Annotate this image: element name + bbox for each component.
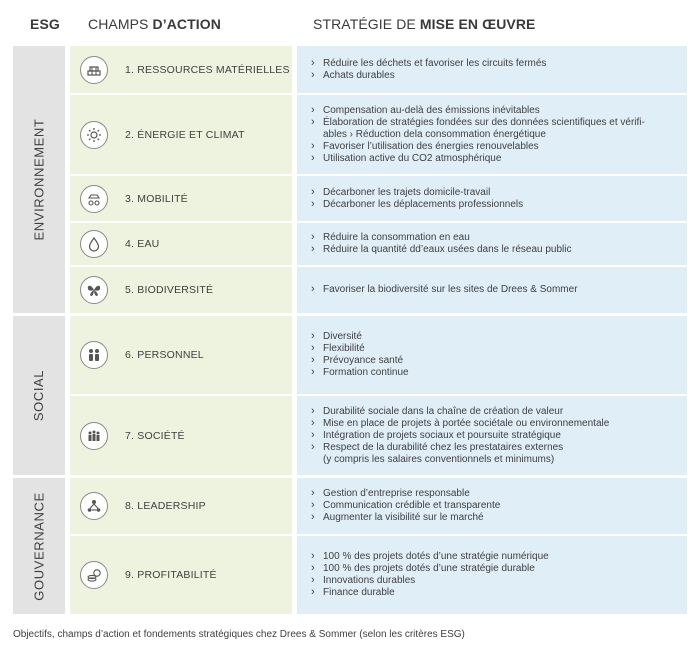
row-items [311, 396, 681, 475]
list-item: (y compris les salaires conventionnels et minimums) [323, 453, 555, 465]
list-item: › Réduire la quantité dd’eaux usées dans le réseau public [311, 244, 681, 256]
list-item: › Réduire la consommation en eau [311, 232, 681, 244]
list-item: › Achats durables [311, 70, 681, 82]
section-social [13, 316, 65, 475]
list-item: › Compensation au-delà des émissions inévitables [311, 105, 681, 117]
row-items [311, 95, 681, 174]
list-item: › Innovations durables [311, 575, 681, 587]
section-environnement [13, 46, 65, 313]
list-item: › Décarboner les déplacements professionnels [311, 199, 681, 211]
list-item: › Gestion d’entreprise responsable [311, 488, 681, 500]
row-label-text: 5. BIODIVERSITÉ [125, 284, 214, 296]
row-mobilite [80, 176, 290, 221]
header-strategie [313, 16, 536, 32]
row-label-text: 9. PROFITABILITÉ [125, 569, 217, 581]
list-item: › Favoriser la biodiversité sur les sites de Drees & Sommer [311, 284, 681, 296]
society-icon [80, 422, 108, 450]
list-item: › Favoriser l’utilisation des énergies renouvelables [311, 141, 681, 153]
list-item: › 100 % des projets dotés d’une stratégie numérique [311, 551, 681, 563]
butterfly-icon [80, 276, 108, 304]
row-items [311, 176, 681, 221]
water-drop-icon [80, 230, 108, 258]
list-item: › Élaboration de stratégies fondées sur des données scientifiques et vérifi- [311, 117, 681, 129]
mobility-icon [80, 185, 108, 213]
list-item: › Prévoyance santé [311, 355, 681, 367]
header-champs-plain: CHAMPS [88, 16, 153, 32]
list-item: › 100 % des projets dotés d’une stratégie durable [311, 563, 681, 575]
list-item: › Finance durable [311, 587, 681, 599]
coins-icon [80, 561, 108, 589]
row-items [311, 267, 681, 313]
list-item: › Augmenter la visibilité sur le marché [311, 512, 681, 524]
row-label-text: 1. RESSOURCES MATÉRIELLES [125, 63, 290, 76]
section-gouvernance-label: GOUVERNANCE [31, 491, 47, 601]
people-icon [80, 341, 108, 369]
row-biodiversite [80, 267, 290, 313]
row-ressources-materielles [80, 46, 290, 93]
list-item: › Respect de la durabilité chez les prestataires externes [311, 442, 681, 454]
list-item: › Réduire les déchets et favoriser les circuits fermés [311, 58, 681, 70]
header-strat-bold: MISE EN ŒUVRE [419, 16, 536, 32]
row-societe [80, 396, 290, 475]
row-profitabilite [80, 536, 290, 614]
list-item: ables › Réduction dela consommation énergétique [323, 128, 546, 140]
row-items [311, 316, 681, 394]
figure-caption: Objectifs, champs d’action et fondements stratégiques chez Drees & Sommer (selon les critères ESG) [13, 629, 465, 640]
row-items [311, 478, 681, 534]
list-item: › Décarboner les trajets domicile-travail [311, 187, 681, 199]
header-champs-action [88, 16, 221, 32]
row-leadership [80, 478, 290, 534]
row-label-text: 8. LEADERSHIP [125, 500, 206, 512]
list-item: › Flexibilité [311, 343, 681, 355]
list-item: › Mise en place de projets à portée sociétale ou environnementale [311, 418, 681, 430]
row-items [311, 536, 681, 614]
row-label-text: 2. ÉNERGIE ET CLIMAT [125, 128, 245, 141]
header-champs-bold: D’ACTION [152, 16, 221, 32]
row-label-text: 3. MOBILITÉ [125, 192, 188, 205]
row-items [311, 46, 681, 93]
row-personnel [80, 316, 290, 394]
header-esg: ESG [30, 16, 60, 32]
list-item: › Communication crédible et transparente [311, 500, 681, 512]
list-item: › Formation continue [311, 367, 681, 379]
row-label-text: 6. PERSONNEL [125, 349, 204, 361]
list-item: › Diversité [311, 331, 681, 343]
section-gouvernance [13, 478, 65, 614]
header-strat-plain: STRATÉGIE DE [313, 16, 420, 32]
row-label-text: 4. EAU [125, 238, 160, 250]
row-label-text: 7. SOCIÉTÉ [125, 429, 185, 442]
leadership-icon [80, 492, 108, 520]
list-item: › Utilisation active du CO2 atmosphérique [311, 153, 681, 165]
materials-icon [80, 56, 108, 84]
row-items [311, 223, 681, 265]
list-item: › Intégration de projets sociaux et poursuite stratégique [311, 430, 681, 442]
section-social-label: SOCIAL [31, 369, 47, 422]
section-environnement-label: ENVIRONNEMENT [31, 118, 47, 241]
row-energie-climat [80, 95, 290, 174]
sun-icon [80, 121, 108, 149]
row-eau [80, 223, 290, 265]
list-item: › Durabilité sociale dans la chaîne de création de valeur [311, 406, 681, 418]
